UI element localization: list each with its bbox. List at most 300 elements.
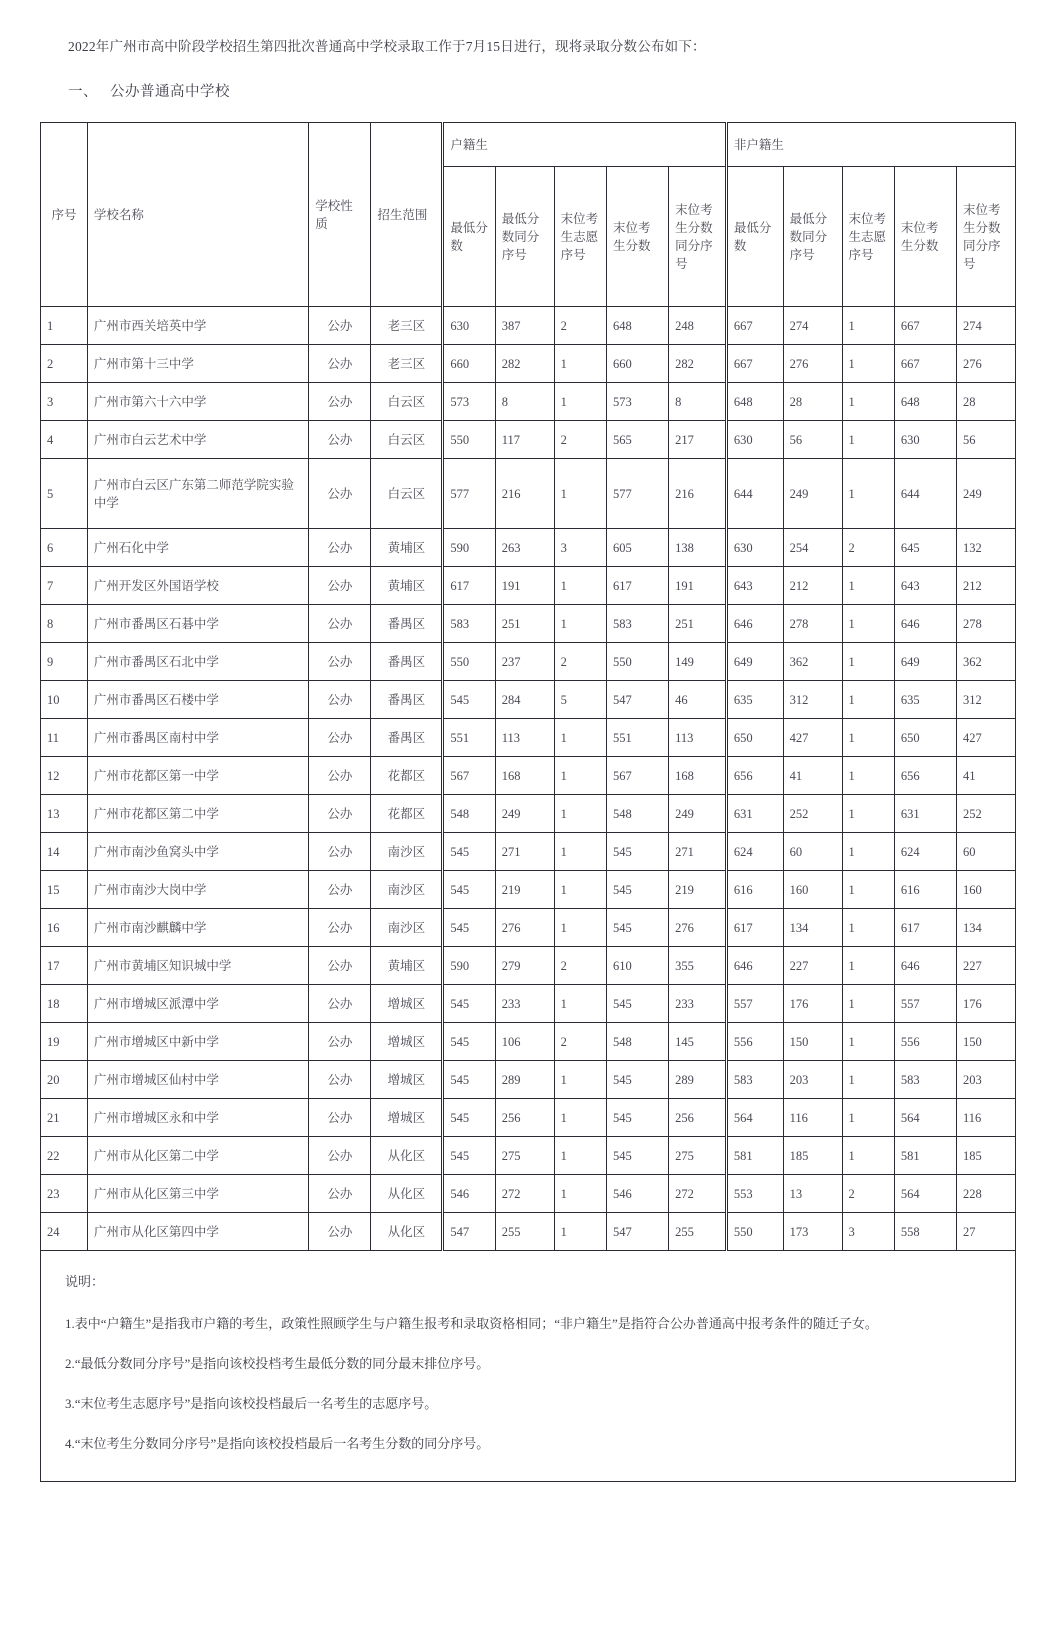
note-item: 4.“末位考生分数同分序号”是指向该校投档最后一名考生分数的同分序号。 (65, 1436, 490, 1452)
cell-household-min-score-rank: 284 (495, 681, 554, 719)
cell-nonhousehold-last-score: 630 (894, 421, 956, 459)
cell-household-last-score: 545 (606, 1061, 668, 1099)
cell-school-nature: 公办 (309, 421, 371, 459)
cell-nonhousehold-last-volunteer-rank: 1 (842, 833, 894, 871)
cell-nonhousehold-min-score-rank: 278 (783, 605, 842, 643)
section-heading (40, 81, 1016, 104)
cell-index: 22 (41, 1137, 88, 1175)
cell-household-min-score-rank: 256 (495, 1099, 554, 1137)
cell-nonhousehold-last-score: 649 (894, 643, 956, 681)
header-nonhousehold-last-score: 末位考生分数 (894, 167, 956, 307)
note-item: 2.“最低分数同分序号”是指向该校投档考生最低分数的同分最末排位序号。 (65, 1356, 490, 1372)
cell-household-last-score: 550 (606, 643, 668, 681)
cell-household-last-score: 573 (606, 383, 668, 421)
cell-household-min-score: 545 (443, 871, 495, 909)
cell-nonhousehold-last-volunteer-rank: 1 (842, 421, 894, 459)
cell-enroll-range: 番禺区 (371, 681, 443, 719)
cell-school-nature: 公办 (309, 1099, 371, 1137)
admission-score-table (40, 122, 1016, 1251)
cell-nonhousehold-last-volunteer-rank: 1 (842, 345, 894, 383)
cell-household-min-score-rank: 117 (495, 421, 554, 459)
cell-school-nature: 公办 (309, 643, 371, 681)
cell-household-min-score-rank: 275 (495, 1137, 554, 1175)
cell-household-min-score-rank: 216 (495, 459, 554, 529)
table-row (41, 1061, 1016, 1099)
cell-household-last-score-rank: 355 (669, 947, 727, 985)
cell-enroll-range: 白云区 (371, 459, 443, 529)
cell-school-name: 广州市增城区中新中学 (87, 1023, 308, 1061)
table-row (41, 567, 1016, 605)
cell-household-last-volunteer-rank: 1 (554, 459, 606, 529)
cell-index: 1 (41, 307, 88, 345)
cell-index: 2 (41, 345, 88, 383)
cell-index: 17 (41, 947, 88, 985)
cell-household-last-volunteer-rank: 1 (554, 383, 606, 421)
cell-household-min-score: 545 (443, 833, 495, 871)
cell-nonhousehold-last-score-rank: 27 (957, 1213, 1016, 1251)
cell-school-nature: 公办 (309, 871, 371, 909)
cell-nonhousehold-last-score-rank: 274 (957, 307, 1016, 345)
table-row (41, 681, 1016, 719)
cell-nonhousehold-min-score: 643 (726, 567, 783, 605)
header-household-last-score-rank: 末位考生分数同分序号 (669, 167, 727, 307)
cell-nonhousehold-last-score: 648 (894, 383, 956, 421)
cell-household-last-score-rank: 138 (669, 529, 727, 567)
cell-household-min-score-rank: 8 (495, 383, 554, 421)
cell-nonhousehold-min-score-rank: 56 (783, 421, 842, 459)
cell-household-min-score-rank: 289 (495, 1061, 554, 1099)
cell-enroll-range: 南沙区 (371, 909, 443, 947)
cell-household-min-score-rank: 276 (495, 909, 554, 947)
header-enroll-range: 招生范围 (371, 123, 443, 307)
cell-household-last-score: 610 (606, 947, 668, 985)
table-row (41, 871, 1016, 909)
header-group-non-household: 非户籍生 (726, 123, 1015, 167)
cell-school-nature: 公办 (309, 1213, 371, 1251)
cell-nonhousehold-last-score: 564 (894, 1099, 956, 1137)
cell-school-nature: 公办 (309, 833, 371, 871)
table-row (41, 947, 1016, 985)
cell-nonhousehold-min-score: 667 (726, 345, 783, 383)
section-title: 公办普通高中学校 (110, 84, 230, 101)
cell-school-nature: 公办 (309, 383, 371, 421)
cell-school-name: 广州市南沙鱼窝头中学 (87, 833, 308, 871)
cell-nonhousehold-min-score-rank: 41 (783, 757, 842, 795)
cell-school-nature: 公办 (309, 459, 371, 529)
cell-nonhousehold-last-score-rank: 252 (957, 795, 1016, 833)
cell-nonhousehold-min-score-rank: 203 (783, 1061, 842, 1099)
cell-nonhousehold-last-score-rank: 427 (957, 719, 1016, 757)
cell-nonhousehold-min-score: 557 (726, 985, 783, 1023)
table-row (41, 985, 1016, 1023)
cell-nonhousehold-last-score: 646 (894, 947, 956, 985)
table-row (41, 757, 1016, 795)
cell-household-min-score-rank: 251 (495, 605, 554, 643)
cell-school-nature: 公办 (309, 757, 371, 795)
header-nonhousehold-min-score-rank: 最低分数同分序号 (783, 167, 842, 307)
cell-household-last-volunteer-rank: 2 (554, 1023, 606, 1061)
cell-household-min-score-rank: 255 (495, 1213, 554, 1251)
cell-school-name: 广州市从化区第三中学 (87, 1175, 308, 1213)
cell-enroll-range: 白云区 (371, 421, 443, 459)
cell-enroll-range: 花都区 (371, 795, 443, 833)
cell-household-min-score-rank: 237 (495, 643, 554, 681)
cell-nonhousehold-min-score: 635 (726, 681, 783, 719)
cell-school-name: 广州市白云艺术中学 (87, 421, 308, 459)
cell-nonhousehold-last-volunteer-rank: 1 (842, 871, 894, 909)
notes-list (65, 1311, 991, 1457)
cell-nonhousehold-last-volunteer-rank: 1 (842, 307, 894, 345)
cell-school-name: 广州市番禺区石楼中学 (87, 681, 308, 719)
cell-school-name: 广州市增城区永和中学 (87, 1099, 308, 1137)
cell-household-last-score-rank: 282 (669, 345, 727, 383)
cell-nonhousehold-min-score-rank: 312 (783, 681, 842, 719)
cell-household-min-score: 551 (443, 719, 495, 757)
cell-household-min-score: 545 (443, 1061, 495, 1099)
cell-enroll-range: 增城区 (371, 985, 443, 1023)
cell-enroll-range: 黄埔区 (371, 567, 443, 605)
cell-nonhousehold-min-score-rank: 173 (783, 1213, 842, 1251)
table-row (41, 1099, 1016, 1137)
table-row (41, 1023, 1016, 1061)
cell-nonhousehold-min-score-rank: 13 (783, 1175, 842, 1213)
cell-household-last-score: 605 (606, 529, 668, 567)
cell-household-min-score: 583 (443, 605, 495, 643)
cell-household-last-score-rank: 8 (669, 383, 727, 421)
header-row-groups (41, 123, 1016, 167)
cell-household-last-score-rank: 272 (669, 1175, 727, 1213)
cell-household-last-volunteer-rank: 1 (554, 345, 606, 383)
cell-nonhousehold-last-score: 556 (894, 1023, 956, 1061)
cell-household-last-volunteer-rank: 3 (554, 529, 606, 567)
table-row (41, 345, 1016, 383)
cell-nonhousehold-last-score: 558 (894, 1213, 956, 1251)
cell-household-last-volunteer-rank: 1 (554, 567, 606, 605)
cell-school-name: 广州市南沙麒麟中学 (87, 909, 308, 947)
cell-school-name: 广州市番禺区石碁中学 (87, 605, 308, 643)
cell-household-min-score: 546 (443, 1175, 495, 1213)
cell-school-nature: 公办 (309, 1061, 371, 1099)
cell-household-last-volunteer-rank: 2 (554, 643, 606, 681)
cell-household-last-score: 548 (606, 795, 668, 833)
cell-enroll-range: 番禺区 (371, 719, 443, 757)
cell-enroll-range: 番禺区 (371, 643, 443, 681)
cell-enroll-range: 从化区 (371, 1137, 443, 1175)
cell-school-name: 广州市黄埔区知识城中学 (87, 947, 308, 985)
cell-household-last-score: 577 (606, 459, 668, 529)
cell-nonhousehold-min-score-rank: 150 (783, 1023, 842, 1061)
cell-household-min-score: 567 (443, 757, 495, 795)
cell-household-min-score-rank: 263 (495, 529, 554, 567)
cell-nonhousehold-min-score: 667 (726, 307, 783, 345)
cell-nonhousehold-min-score-rank: 362 (783, 643, 842, 681)
cell-household-last-volunteer-rank: 5 (554, 681, 606, 719)
cell-nonhousehold-last-volunteer-rank: 1 (842, 1099, 894, 1137)
note-item: 3.“末位考生志愿序号”是指向该校投档最后一名考生的志愿序号。 (65, 1396, 438, 1412)
cell-nonhousehold-min-score-rank: 249 (783, 459, 842, 529)
cell-nonhousehold-last-volunteer-rank: 3 (842, 1213, 894, 1251)
cell-school-nature: 公办 (309, 719, 371, 757)
cell-school-nature: 公办 (309, 909, 371, 947)
cell-school-name: 广州市西关培英中学 (87, 307, 308, 345)
cell-household-last-score: 547 (606, 681, 668, 719)
cell-nonhousehold-last-score-rank: 116 (957, 1099, 1016, 1137)
cell-nonhousehold-min-score-rank: 252 (783, 795, 842, 833)
header-nonhousehold-last-score-rank: 末位考生分数同分序号 (957, 167, 1016, 307)
cell-index: 18 (41, 985, 88, 1023)
notes-title: 说明： (65, 1274, 105, 1290)
cell-nonhousehold-last-score-rank: 212 (957, 567, 1016, 605)
cell-household-last-score: 545 (606, 1099, 668, 1137)
cell-nonhousehold-last-score-rank: 312 (957, 681, 1016, 719)
cell-nonhousehold-last-score: 643 (894, 567, 956, 605)
cell-nonhousehold-min-score: 646 (726, 947, 783, 985)
cell-household-last-score: 583 (606, 605, 668, 643)
cell-index: 14 (41, 833, 88, 871)
cell-enroll-range: 南沙区 (371, 871, 443, 909)
header-household-min-score-rank: 最低分数同分序号 (495, 167, 554, 307)
cell-index: 6 (41, 529, 88, 567)
cell-household-last-score: 648 (606, 307, 668, 345)
header-group-household: 户籍生 (443, 123, 727, 167)
cell-nonhousehold-last-volunteer-rank: 1 (842, 1061, 894, 1099)
cell-nonhousehold-last-score: 624 (894, 833, 956, 871)
cell-school-nature: 公办 (309, 985, 371, 1023)
cell-household-min-score-rank: 279 (495, 947, 554, 985)
cell-index: 13 (41, 795, 88, 833)
cell-household-min-score: 550 (443, 643, 495, 681)
cell-nonhousehold-last-volunteer-rank: 1 (842, 795, 894, 833)
cell-household-min-score: 545 (443, 681, 495, 719)
cell-enroll-range: 黄埔区 (371, 947, 443, 985)
cell-index: 7 (41, 567, 88, 605)
table-header (41, 123, 1016, 307)
cell-nonhousehold-last-score: 581 (894, 1137, 956, 1175)
cell-nonhousehold-last-score-rank: 185 (957, 1137, 1016, 1175)
cell-index: 24 (41, 1213, 88, 1251)
cell-school-nature: 公办 (309, 345, 371, 383)
cell-household-last-score: 545 (606, 909, 668, 947)
cell-household-min-score: 545 (443, 1023, 495, 1061)
cell-household-min-score-rank: 249 (495, 795, 554, 833)
header-nonhousehold-min-score: 最低分数 (726, 167, 783, 307)
cell-household-last-score-rank: 275 (669, 1137, 727, 1175)
cell-household-last-score-rank: 276 (669, 909, 727, 947)
cell-index: 5 (41, 459, 88, 529)
cell-nonhousehold-min-score-rank: 160 (783, 871, 842, 909)
cell-school-name: 广州市从化区第四中学 (87, 1213, 308, 1251)
cell-household-last-score-rank: 248 (669, 307, 727, 345)
section-number: 一、 (68, 84, 98, 101)
cell-household-last-volunteer-rank: 1 (554, 1061, 606, 1099)
cell-nonhousehold-min-score-rank: 427 (783, 719, 842, 757)
cell-nonhousehold-min-score: 648 (726, 383, 783, 421)
cell-nonhousehold-last-score: 631 (894, 795, 956, 833)
cell-school-name: 广州开发区外国语学校 (87, 567, 308, 605)
cell-index: 20 (41, 1061, 88, 1099)
cell-household-last-score-rank: 113 (669, 719, 727, 757)
cell-nonhousehold-min-score: 656 (726, 757, 783, 795)
cell-nonhousehold-min-score: 550 (726, 1213, 783, 1251)
cell-nonhousehold-min-score: 581 (726, 1137, 783, 1175)
table-row (41, 643, 1016, 681)
cell-household-last-score-rank: 216 (669, 459, 727, 529)
cell-nonhousehold-last-score-rank: 56 (957, 421, 1016, 459)
notes-section (40, 1251, 1016, 1482)
cell-nonhousehold-last-score-rank: 132 (957, 529, 1016, 567)
cell-household-last-score-rank: 149 (669, 643, 727, 681)
cell-enroll-range: 老三区 (371, 307, 443, 345)
cell-nonhousehold-min-score-rank: 60 (783, 833, 842, 871)
cell-index: 11 (41, 719, 88, 757)
cell-nonhousehold-last-volunteer-rank: 1 (842, 1023, 894, 1061)
cell-household-last-score: 547 (606, 1213, 668, 1251)
note-item: 1.表中“户籍生”是指我市户籍的考生，政策性照顾学生与户籍生报考和录取资格相同；“非户籍生”是指符合公办普通高中报考条件的随迁子女。 (65, 1316, 878, 1332)
cell-nonhousehold-min-score: 624 (726, 833, 783, 871)
cell-nonhousehold-last-score: 583 (894, 1061, 956, 1099)
cell-nonhousehold-min-score: 646 (726, 605, 783, 643)
cell-nonhousehold-min-score-rank: 28 (783, 383, 842, 421)
cell-household-min-score: 577 (443, 459, 495, 529)
table-row (41, 909, 1016, 947)
cell-household-min-score: 545 (443, 909, 495, 947)
cell-nonhousehold-last-score: 564 (894, 1175, 956, 1213)
cell-household-last-volunteer-rank: 2 (554, 307, 606, 345)
cell-household-last-volunteer-rank: 1 (554, 605, 606, 643)
cell-household-last-score: 545 (606, 833, 668, 871)
cell-nonhousehold-last-score: 650 (894, 719, 956, 757)
cell-household-last-score-rank: 219 (669, 871, 727, 909)
cell-index: 3 (41, 383, 88, 421)
cell-household-last-score-rank: 251 (669, 605, 727, 643)
cell-nonhousehold-min-score: 644 (726, 459, 783, 529)
cell-household-last-score: 548 (606, 1023, 668, 1061)
cell-nonhousehold-last-volunteer-rank: 1 (842, 459, 894, 529)
cell-nonhousehold-last-volunteer-rank: 1 (842, 757, 894, 795)
cell-household-last-volunteer-rank: 2 (554, 421, 606, 459)
cell-household-last-score: 565 (606, 421, 668, 459)
cell-nonhousehold-last-score-rank: 160 (957, 871, 1016, 909)
cell-nonhousehold-last-volunteer-rank: 1 (842, 605, 894, 643)
cell-index: 10 (41, 681, 88, 719)
cell-index: 23 (41, 1175, 88, 1213)
cell-enroll-range: 番禺区 (371, 605, 443, 643)
table-row (41, 1175, 1016, 1213)
cell-nonhousehold-last-score: 667 (894, 307, 956, 345)
cell-enroll-range: 增城区 (371, 1061, 443, 1099)
cell-household-last-score-rank: 249 (669, 795, 727, 833)
cell-nonhousehold-last-score-rank: 203 (957, 1061, 1016, 1099)
cell-household-last-score: 545 (606, 1137, 668, 1175)
table-row (41, 383, 1016, 421)
cell-nonhousehold-last-volunteer-rank: 1 (842, 1137, 894, 1175)
table-row (41, 1213, 1016, 1251)
cell-nonhousehold-min-score: 650 (726, 719, 783, 757)
cell-nonhousehold-min-score: 583 (726, 1061, 783, 1099)
table-row (41, 1137, 1016, 1175)
cell-enroll-range: 增城区 (371, 1023, 443, 1061)
cell-household-min-score-rank: 106 (495, 1023, 554, 1061)
cell-enroll-range: 老三区 (371, 345, 443, 383)
cell-household-min-score: 548 (443, 795, 495, 833)
cell-nonhousehold-last-score-rank: 134 (957, 909, 1016, 947)
cell-school-nature: 公办 (309, 307, 371, 345)
cell-nonhousehold-last-score: 616 (894, 871, 956, 909)
cell-household-last-score: 545 (606, 871, 668, 909)
table-row (41, 421, 1016, 459)
cell-nonhousehold-last-score-rank: 28 (957, 383, 1016, 421)
cell-nonhousehold-min-score: 649 (726, 643, 783, 681)
cell-index: 16 (41, 909, 88, 947)
cell-nonhousehold-last-score-rank: 150 (957, 1023, 1016, 1061)
cell-household-min-score: 573 (443, 383, 495, 421)
table-body (41, 307, 1016, 1251)
cell-nonhousehold-min-score-rank: 212 (783, 567, 842, 605)
cell-index: 19 (41, 1023, 88, 1061)
table-row (41, 795, 1016, 833)
cell-school-name: 广州市增城区派潭中学 (87, 985, 308, 1023)
cell-nonhousehold-last-score: 667 (894, 345, 956, 383)
cell-school-name: 广州市花都区第一中学 (87, 757, 308, 795)
cell-nonhousehold-min-score-rank: 176 (783, 985, 842, 1023)
header-index: 序号 (41, 123, 88, 307)
cell-household-last-score: 567 (606, 757, 668, 795)
cell-school-nature: 公办 (309, 567, 371, 605)
table-row (41, 459, 1016, 529)
cell-nonhousehold-min-score-rank: 276 (783, 345, 842, 383)
cell-nonhousehold-min-score: 630 (726, 529, 783, 567)
cell-household-last-volunteer-rank: 1 (554, 1175, 606, 1213)
cell-nonhousehold-last-score-rank: 276 (957, 345, 1016, 383)
cell-nonhousehold-min-score-rank: 254 (783, 529, 842, 567)
cell-nonhousehold-min-score: 564 (726, 1099, 783, 1137)
cell-household-last-score-rank: 289 (669, 1061, 727, 1099)
cell-household-min-score: 590 (443, 529, 495, 567)
cell-household-min-score-rank: 282 (495, 345, 554, 383)
cell-enroll-range: 花都区 (371, 757, 443, 795)
cell-nonhousehold-last-score-rank: 228 (957, 1175, 1016, 1213)
cell-nonhousehold-last-score-rank: 249 (957, 459, 1016, 529)
document-intro: 2022年广州市高中阶段学校招生第四批次普通高中学校录取工作于7月15日进行，现将录取分数公布如下： (68, 38, 706, 54)
cell-enroll-range: 黄埔区 (371, 529, 443, 567)
cell-nonhousehold-min-score-rank: 274 (783, 307, 842, 345)
cell-school-name: 广州市第十三中学 (87, 345, 308, 383)
cell-household-last-volunteer-rank: 1 (554, 871, 606, 909)
cell-nonhousehold-min-score: 556 (726, 1023, 783, 1061)
cell-nonhousehold-last-score: 557 (894, 985, 956, 1023)
table-row (41, 833, 1016, 871)
cell-household-min-score-rank: 191 (495, 567, 554, 605)
header-household-last-volunteer-rank: 末位考生志愿序号 (554, 167, 606, 307)
cell-index: 21 (41, 1099, 88, 1137)
cell-household-last-volunteer-rank: 1 (554, 719, 606, 757)
cell-nonhousehold-last-score-rank: 227 (957, 947, 1016, 985)
cell-household-min-score: 630 (443, 307, 495, 345)
cell-household-last-volunteer-rank: 1 (554, 1213, 606, 1251)
cell-household-min-score: 547 (443, 1213, 495, 1251)
cell-nonhousehold-last-volunteer-rank: 1 (842, 383, 894, 421)
cell-nonhousehold-last-volunteer-rank: 1 (842, 985, 894, 1023)
cell-household-min-score: 660 (443, 345, 495, 383)
cell-nonhousehold-last-score: 656 (894, 757, 956, 795)
cell-household-min-score: 617 (443, 567, 495, 605)
cell-index: 9 (41, 643, 88, 681)
cell-nonhousehold-last-volunteer-rank: 1 (842, 909, 894, 947)
cell-nonhousehold-min-score: 631 (726, 795, 783, 833)
cell-school-nature: 公办 (309, 1175, 371, 1213)
cell-household-min-score: 550 (443, 421, 495, 459)
cell-school-nature: 公办 (309, 947, 371, 985)
